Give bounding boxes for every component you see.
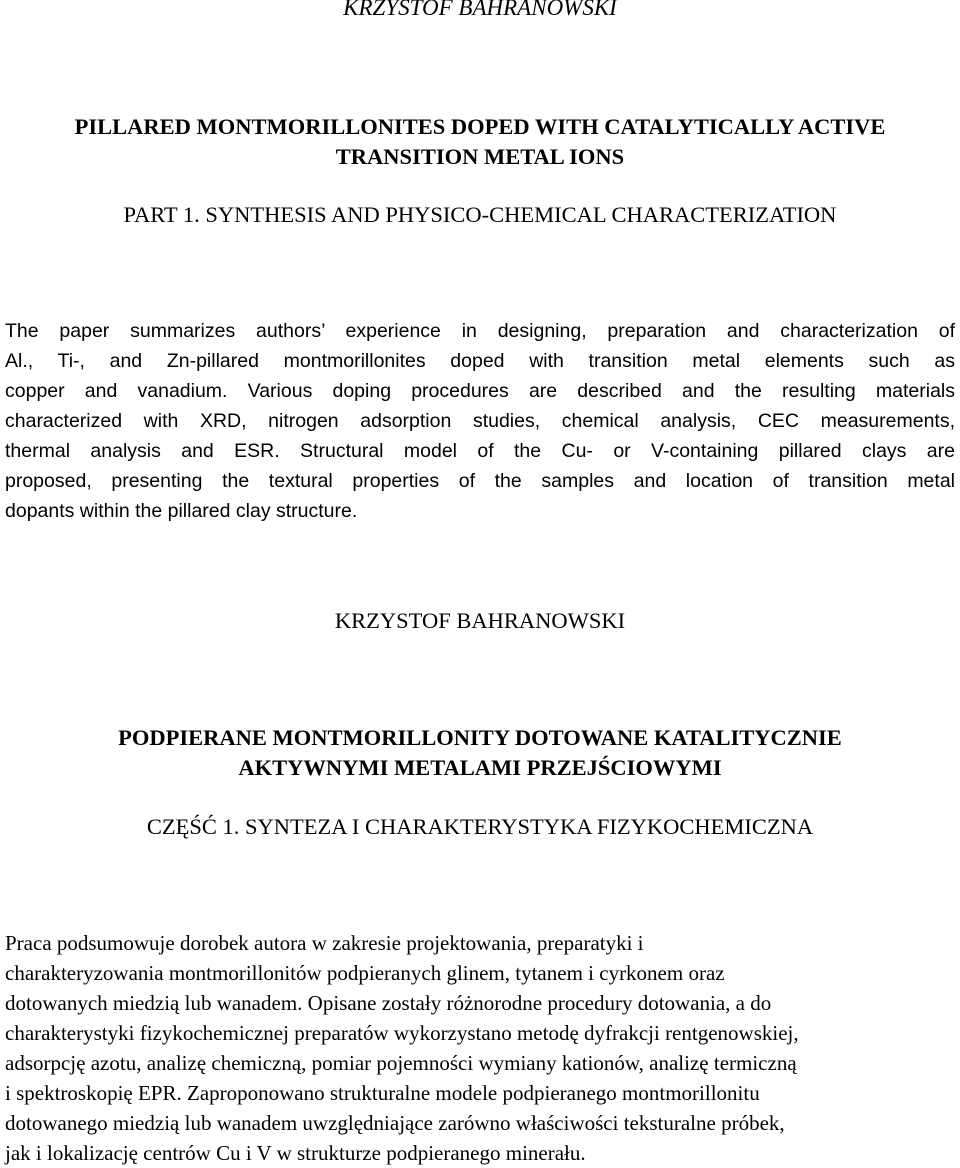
- abstract-line: Al., Ti-, and Zn-pillared montmorillonites doped with transition metal elements such as: [5, 350, 955, 372]
- abstract-line: i spektroskopię EPR. Zaproponowano strukturalne modele podpieranego montmorillonitu: [5, 1081, 760, 1105]
- author-name-polish: KRZYSTOF BAHRANOWSKI: [334, 608, 626, 633]
- english-title-line: PILLARED MONTMORILLONITES DOPED WITH CATALYTICALLY ACTIVE: [74, 114, 886, 139]
- abstract-line: characterized with XRD, nitrogen adsorption studies, chemical analysis, CEC measurements,: [5, 410, 955, 432]
- english-title: [0, 112, 960, 172]
- author-name-header: KRZYSTOF BAHRANOWSKI: [343, 0, 617, 20]
- abstract-line: dotowanych miedzią lub wanadem. Opisane zostały różnorodne procedury dotowania, a do: [5, 991, 772, 1015]
- abstract-line: dopants within the pillared clay structure.: [5, 500, 358, 522]
- abstract-line: dotowanego miedzią lub wanadem uwzględniające zarówno właściwości teksturalne próbek,: [5, 1111, 785, 1135]
- polish-abstract: [5, 928, 955, 1168]
- polish-title: [0, 723, 960, 783]
- abstract-line: thermal analysis and ESR. Structural model of the Cu- or V-containing pillared clays are: [5, 440, 955, 462]
- polish-title-line: AKTYWNYMI METALAMI PRZEJŚCIOWYMI: [238, 755, 722, 780]
- abstract-line: adsorpcję azotu, analizę chemiczną, pomiar pojemności wymiany kationów, analizę termiczną: [5, 1051, 797, 1075]
- abstract-line: charakteryzowania montmorillonitów podpieranych glinem, tytanem i cyrkonem oraz: [5, 961, 725, 985]
- abstract-line: proposed, presenting the textural properties of the samples and location of transition metal: [5, 470, 955, 492]
- abstract-line: copper and vanadium. Various doping procedures are described and the resulting materials: [5, 380, 955, 402]
- abstract-line: charakterystyki fizykochemicznej preparatów wykorzystano metodę dyfrakcji rentgenowskiej,: [5, 1021, 799, 1045]
- polish-subtitle: CZĘŚĆ 1. SYNTEZA I CHARAKTERYSTYKA FIZYKOCHEMICZNA: [146, 814, 814, 839]
- english-title-line: TRANSITION METAL IONS: [335, 144, 625, 169]
- abstract-line: The paper summarizes authors’ experience in designing, preparation and characterization of: [5, 320, 955, 342]
- english-abstract: [5, 316, 955, 526]
- english-subtitle: PART 1. SYNTHESIS AND PHYSICO-CHEMICAL CHARACTERIZATION: [123, 202, 837, 227]
- polish-title-line: PODPIERANE MONTMORILLONITY DOTOWANE KATALITYCZNIE: [118, 725, 842, 750]
- abstract-line: Praca podsumowuje dorobek autora w zakresie projektowania, preparatyki i: [5, 931, 644, 955]
- abstract-line: jak i lokalizację centrów Cu i V w strukturze podpieranego minerału.: [5, 1141, 586, 1165]
